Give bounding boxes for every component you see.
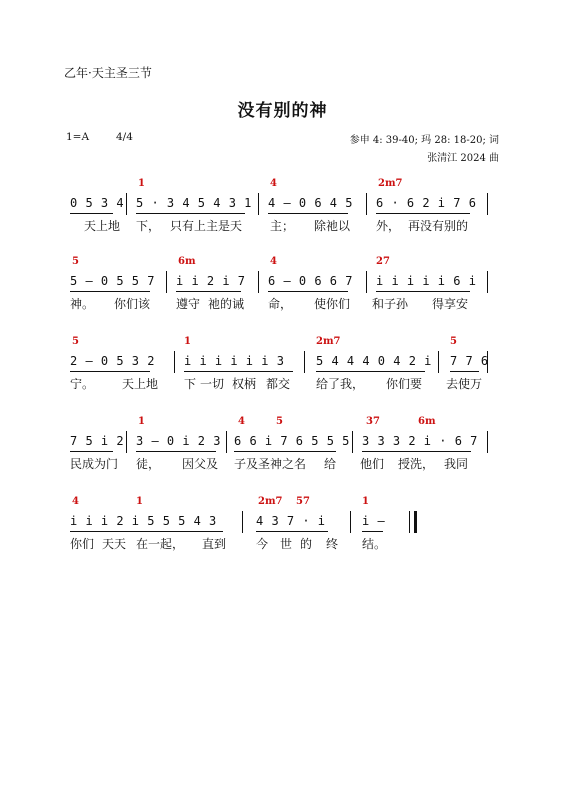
lyric-text: 下 (184, 377, 197, 391)
chord-label: 1 (362, 496, 369, 507)
note-group: 5 4 4 4 0 4 2 i (316, 354, 432, 368)
lyric-text: 授洗， (398, 457, 435, 471)
beam-underline (234, 451, 336, 452)
barline (487, 271, 488, 293)
beam-underline (176, 291, 241, 292)
beam-underline (256, 531, 328, 532)
note-group: 6 – 0 6 6 7 (268, 274, 353, 288)
note-group: 7 7 6 (450, 354, 489, 368)
lyric-text: 除祂以 (314, 219, 351, 233)
lyric-text: 你们要 (386, 377, 423, 391)
chord-label: 1 (138, 178, 145, 189)
barline (487, 431, 488, 453)
lyric-text: 外， (376, 219, 401, 233)
beam-underline (376, 213, 470, 214)
lyric-text: 民成为门 (70, 457, 119, 471)
barline (126, 193, 127, 215)
barline (242, 511, 243, 533)
note-group: i i i i i 6 i (376, 274, 477, 288)
barline (166, 271, 167, 293)
lyric-text: 下， (136, 219, 161, 233)
beam-underline (376, 291, 470, 292)
lyric-text: 命， (268, 297, 293, 311)
beam-underline (184, 371, 293, 372)
barline (174, 351, 175, 373)
lyric-text: 直到 (202, 537, 227, 551)
chord-label: 5 (72, 336, 79, 347)
beam-underline (316, 371, 425, 372)
note-group: 4 3 7 · i (256, 514, 326, 528)
chord-label: 2m7 (316, 336, 341, 347)
lyric-text: 因父及 (182, 457, 219, 471)
lyric-text: 在一起， (136, 537, 185, 551)
chord-label: 4 (270, 178, 277, 189)
lyric-text: 给 (324, 457, 337, 471)
key-signature: 1=A (66, 131, 90, 143)
beam-underline (136, 213, 245, 214)
chord-label: 4 (270, 256, 277, 267)
lyric-text: 你们该 (114, 297, 151, 311)
beam-underline (70, 451, 113, 452)
beam-underline (362, 531, 383, 532)
barline (304, 351, 305, 373)
note-group: 6 · 6 2 i 7 6 (376, 196, 477, 210)
lyric-text: 天上地 (84, 219, 121, 233)
note-group: i i 2 i 7 (176, 274, 246, 288)
beam-underline (136, 451, 216, 452)
barline (352, 431, 353, 453)
beam-underline (70, 291, 150, 292)
lyricist-credit: 参申 4: 39-40; 玛 28: 18-20; 词 (349, 135, 499, 146)
lyric-text: 使你们 (314, 297, 351, 311)
lyric-text: 你们 (70, 537, 95, 551)
beam-underline (70, 531, 223, 532)
chord-label: 5 (276, 416, 283, 427)
lyric-text: 天上地 (122, 377, 159, 391)
lyric-text: 权柄 (232, 377, 257, 391)
chord-label: 1 (136, 496, 143, 507)
lyric-text: 世 (280, 537, 293, 551)
lyric-text: 给了我， (316, 377, 365, 391)
chord-label: 4 (72, 496, 79, 507)
lyric-text: 去使万 (446, 377, 483, 391)
lyric-text: 徒， (136, 457, 161, 471)
note-group: i i i 2 i 5 5 5 4 3 (70, 514, 217, 528)
note-group: 0 5 3 4 (70, 196, 125, 210)
note-group: 2 – 0 5 3 2 (70, 354, 155, 368)
page-title: 没有别的神 (237, 101, 328, 121)
beam-underline (70, 371, 150, 372)
chord-label: 4 (238, 416, 245, 427)
chord-label: 2m7 (378, 178, 403, 189)
chord-label: 5 (450, 336, 457, 347)
final-barline (414, 511, 417, 533)
beam-underline (268, 291, 348, 292)
lyric-text: 只有上主是天 (170, 219, 243, 233)
barline (350, 511, 351, 533)
note-group: 7 5 i 2 (70, 434, 125, 448)
chord-label: 6m (178, 256, 196, 267)
barline (126, 431, 127, 453)
note-group: i i i i i i 3 (184, 354, 285, 368)
note-group: 3 – 0 i 2 3 (136, 434, 221, 448)
chord-label: 1 (138, 416, 145, 427)
chord-label: 1 (184, 336, 191, 347)
note-group: 3 3 3 2 i · 6 7 (362, 434, 478, 448)
lyric-text: 他们 (360, 457, 385, 471)
barline (366, 193, 367, 215)
barline (409, 511, 410, 533)
barline (258, 271, 259, 293)
lyric-text: 子及圣神之名 (234, 457, 307, 471)
chord-label: 2m7 (258, 496, 283, 507)
beam-underline (70, 213, 113, 214)
chord-label: 5 (72, 256, 79, 267)
chord-label: 57 (296, 496, 310, 507)
lyric-text: 的 (300, 537, 313, 551)
note-group: 4 – 0 6 4 5 (268, 196, 353, 210)
barline (487, 193, 488, 215)
lyric-text: 终 (326, 537, 339, 551)
lyric-text: 都交 (266, 377, 291, 391)
lyric-text: 一切 (200, 377, 225, 391)
barline (438, 351, 439, 373)
lyric-text: 神。 (70, 297, 95, 311)
lyric-text: 主； (270, 219, 295, 233)
lyric-text: 天天 (102, 537, 127, 551)
chord-label: 27 (376, 256, 390, 267)
barline (487, 351, 488, 373)
barline (258, 193, 259, 215)
beam-underline (450, 371, 479, 372)
lyric-text: 祂的诫 (208, 297, 245, 311)
occasion-label: 乙年·天主圣三节 (64, 66, 152, 80)
barline (226, 431, 227, 453)
note-group: 5 · 3 4 5 4 3 1 (136, 196, 252, 210)
lyric-text: 得享安 (432, 297, 469, 311)
lyric-text: 结。 (362, 537, 387, 551)
note-group: 5 – 0 5 5 7 (70, 274, 155, 288)
chord-label: 6m (418, 416, 436, 427)
composer-credit: 张清江 2024 曲 (427, 153, 499, 164)
chord-label: 37 (366, 416, 380, 427)
note-group: i – (362, 514, 386, 528)
beam-underline (362, 451, 471, 452)
lyric-text: 遵守 (176, 297, 201, 311)
note-group: 6 6 i 7 6 5 5 5 (234, 434, 350, 448)
barline (366, 271, 367, 293)
lyric-text: 和子孙 (372, 297, 409, 311)
beam-underline (268, 213, 348, 214)
lyric-text: 今 (256, 537, 269, 551)
lyric-text: 宁。 (70, 377, 95, 391)
lyric-text: 我同 (444, 457, 469, 471)
time-signature: 4/4 (116, 131, 133, 143)
lyric-text: 再没有别的 (408, 219, 469, 233)
